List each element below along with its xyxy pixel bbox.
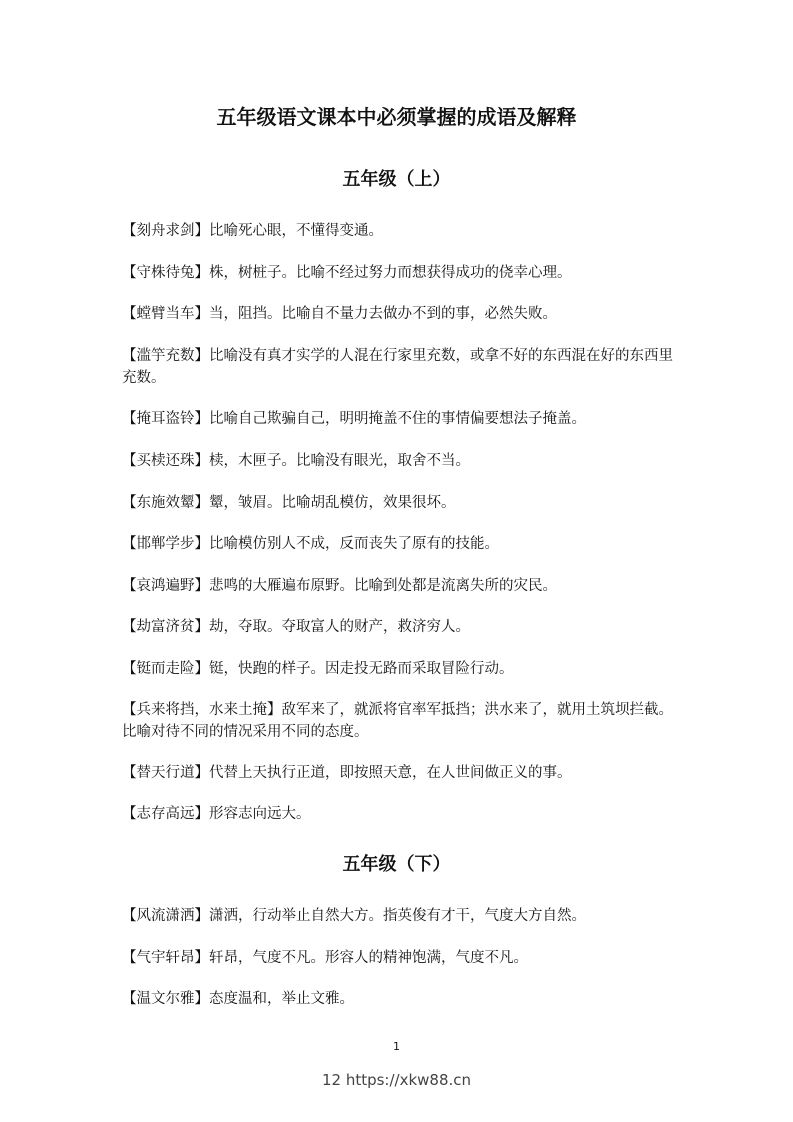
idiom-entry [122, 450, 678, 472]
idiom-term: 【温文尔雅】 [122, 991, 209, 1007]
idiom-entry [122, 616, 678, 638]
idiom-entry [122, 905, 678, 927]
document-title: 五年级语文课本中必须掌握的成语及解释 [216, 105, 577, 129]
idiom-entry [122, 575, 678, 597]
idiom-term: 【劫富济贫】 [122, 619, 209, 635]
idiom-entry [122, 803, 678, 825]
idiom-term: 【滥竽充数】 [122, 348, 209, 364]
idiom-entry [122, 533, 678, 555]
idiom-entry [122, 988, 678, 1010]
idiom-term: 【螳臂当车】 [122, 306, 209, 322]
idiom-definition: 敌军来了，就派将官率军抵挡；洪水来了，就用土筑坝拦截。比喻对待不同的情况采用不同的态度。 [122, 702, 673, 740]
idiom-definition: 比喻模仿别人不成，反而丧失了原有的技能。 [209, 536, 499, 552]
idiom-entry [122, 492, 678, 514]
idiom-definition: 代替上天执行正道，即按照天意，在人世间做正义的事。 [209, 765, 572, 781]
idiom-definition: 潇洒，行动举止自然大方。指英俊有才干，气度大方自然。 [209, 908, 586, 924]
idiom-term: 【铤而走险】 [122, 661, 209, 677]
idiom-term: 【哀鸿遍野】 [122, 578, 209, 594]
idiom-term: 【刻舟求剑】 [122, 223, 209, 239]
idiom-entry [122, 658, 678, 680]
idiom-definition: 比喻没有真才实学的人混在行家里充数，或拿不好的东西混在好的东西里充数。 [122, 348, 673, 386]
idiom-term: 【兵来将挡，水来土掩】 [122, 702, 282, 718]
idiom-entry [122, 345, 678, 389]
idiom-definition: 铤，快跑的样子。因走投无路而采取冒险行动。 [209, 661, 514, 677]
section-heading-grade5-upper: 五年级（上） [342, 169, 451, 190]
idiom-term: 【守株待兔】 [122, 265, 209, 281]
idiom-term: 【掩耳盗铃】 [122, 411, 209, 427]
idiom-definition: 株，树桩子。比喻不经过努力而想获得成功的侥幸心理。 [209, 265, 572, 281]
idiom-definition: 劫，夺取。夺取富人的财产，救济穷人。 [209, 619, 470, 635]
idiom-term: 【气宇轩昂】 [122, 950, 209, 966]
idiom-term: 【风流潇洒】 [122, 908, 209, 924]
idiom-definition: 悲鸣的大雁遍布原野。比喻到处都是流离失所的灾民。 [209, 578, 557, 594]
idiom-definition: 比喻自己欺骗自己，明明掩盖不住的事情偏要想法子掩盖。 [209, 411, 586, 427]
section-heading-grade5-lower: 五年级（下） [342, 854, 451, 875]
idiom-entry [122, 408, 678, 430]
idiom-definition: 椟，木匣子。比喻没有眼光，取舍不当。 [209, 453, 470, 469]
idiom-entry [122, 699, 678, 743]
idiom-term: 【邯郸学步】 [122, 536, 209, 552]
idiom-entry [122, 220, 678, 242]
idiom-definition: 轩昂，气度不凡。形容人的精神饱满，气度不凡。 [209, 950, 528, 966]
idiom-entry [122, 303, 678, 325]
page-number: 1 [393, 1040, 400, 1053]
idiom-definition: 比喻死心眼，不懂得变通。 [209, 223, 383, 239]
idiom-entry [122, 262, 678, 284]
idiom-entry [122, 762, 678, 784]
idiom-entry [122, 947, 678, 969]
idiom-definition: 态度温和，举止文雅。 [209, 991, 354, 1007]
idiom-definition: 颦，皱眉。比喻胡乱模仿，效果很坏。 [209, 495, 456, 511]
idiom-term: 【替天行道】 [122, 765, 209, 781]
idiom-term: 【买椟还珠】 [122, 453, 209, 469]
watermark-url: 12 https://xkw88.cn [321, 1071, 472, 1089]
idiom-definition: 当，阻挡。比喻自不量力去做办不到的事，必然失败。 [209, 306, 557, 322]
idiom-term: 【志存高远】 [122, 806, 209, 822]
idiom-definition: 形容志向远大。 [209, 806, 311, 822]
idiom-term: 【东施效颦】 [122, 495, 209, 511]
